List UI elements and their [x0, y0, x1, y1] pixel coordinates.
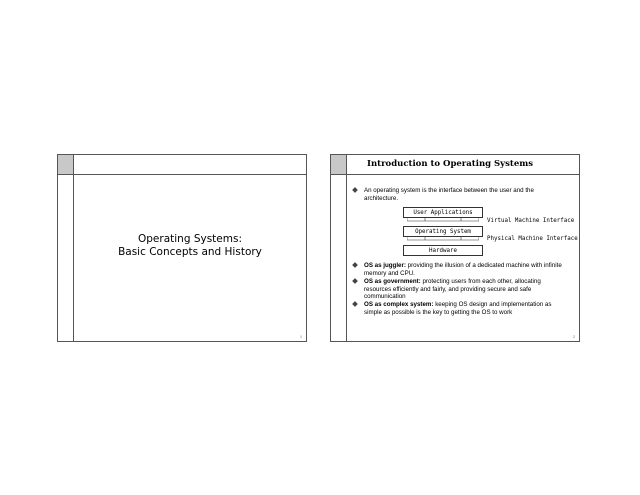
diamond-bullet-icon [352, 301, 358, 307]
interface-bracket-icon [407, 237, 479, 241]
cover-title [74, 233, 306, 259]
slide-title-band [347, 155, 579, 175]
slide-title-band [74, 155, 306, 175]
bullet-label: OS as complex system: [364, 301, 434, 308]
slide-left-band [331, 175, 347, 341]
slide-corner [331, 155, 347, 175]
cover-title-line-2: Basic Concepts and History [118, 246, 262, 258]
diamond-bullet-icon [352, 278, 358, 284]
bullet-label: OS as government: [364, 278, 421, 285]
bullet-complex-system [353, 301, 568, 316]
box-operating-system: Operating System [403, 226, 483, 237]
bullet-intro [353, 187, 568, 202]
box-user-applications: User Applications [403, 207, 483, 218]
slide-1 [57, 154, 307, 342]
bullet-text: protecting users from each other, allocating resources efficiently and fairly, and providing secure and safe communication [364, 278, 541, 301]
box-hardware: Hardware [403, 245, 483, 256]
interface-bracket-icon [407, 218, 479, 222]
diamond-bullet-icon [352, 187, 358, 193]
slide-left-band [58, 175, 74, 341]
bullet-text: keeping OS design and implementation as simple as possible is the key to getting the OS to work [364, 301, 552, 316]
slide-title: Introduction to Operating Systems [367, 159, 534, 169]
physical-machine-interface-label: Physical Machine Interface [487, 236, 578, 242]
bullet-government [353, 278, 568, 301]
bullet-juggler [353, 262, 568, 277]
slide-corner [58, 155, 74, 175]
slide-2 [330, 154, 580, 342]
virtual-machine-interface-label: Virtual Machine Interface [487, 218, 575, 224]
page-number: 2 [573, 335, 575, 339]
bullet-label: OS as juggler: [364, 262, 406, 269]
page-number: 1 [300, 335, 302, 339]
diamond-bullet-icon [352, 262, 358, 268]
bullet-text: providing the illusion of a dedicated machine with infinite memory and CPU. [364, 262, 562, 277]
bullet-text: An operating system is the interface between the user and the architecture. [364, 187, 534, 202]
cover-title-line-1: Operating Systems: [138, 233, 242, 245]
